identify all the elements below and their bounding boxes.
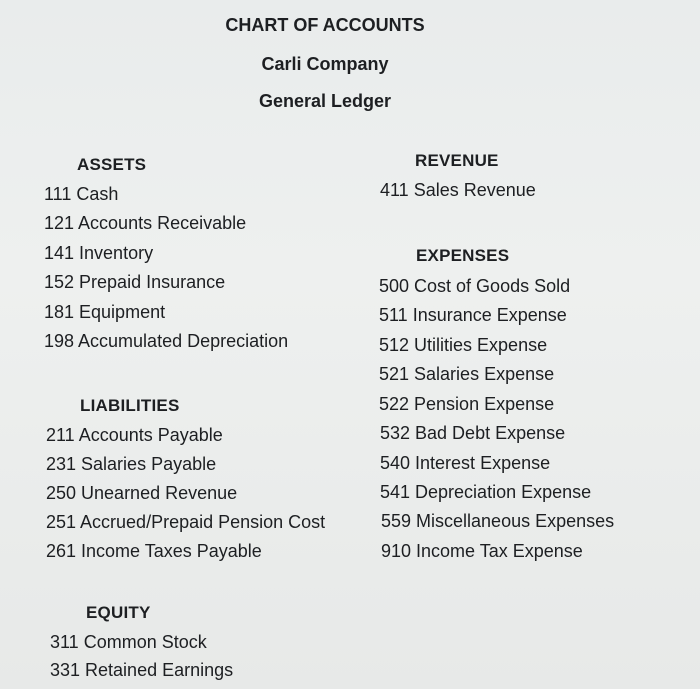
account-row: 181 Equipment: [44, 302, 166, 322]
account-row: 250 Unearned Revenue: [46, 483, 238, 503]
assets-heading: ASSETS: [77, 155, 147, 174]
account-row: 251 Accrued/Prepaid Pension Cost: [46, 512, 326, 532]
account-row: 559 Miscellaneous Expenses: [381, 511, 615, 531]
document-title: CHART OF ACCOUNTS: [225, 15, 425, 35]
account-row: 141 Inventory: [44, 243, 154, 263]
account-row: 511 Insurance Expense: [379, 305, 567, 325]
expenses-heading: EXPENSES: [416, 246, 510, 265]
account-row: 152 Prepaid Insurance: [44, 272, 226, 292]
account-row: 411 Sales Revenue: [380, 180, 536, 200]
account-row: 532 Bad Debt Expense: [380, 423, 566, 443]
account-row: 111 Cash: [44, 184, 119, 204]
account-row: 522 Pension Expense: [379, 394, 555, 414]
account-row: 211 Accounts Payable: [46, 425, 223, 445]
account-row: 521 Salaries Expense: [379, 364, 555, 384]
account-row: 331 Retained Earnings: [50, 660, 234, 680]
equity-heading: EQUITY: [86, 603, 151, 622]
company-name: Carli Company: [261, 54, 389, 74]
account-row: 512 Utilities Expense: [379, 335, 548, 355]
liabilities-heading: LIABILITIES: [80, 396, 180, 415]
account-row: 121 Accounts Receivable: [44, 213, 247, 233]
account-row: 231 Salaries Payable: [46, 454, 217, 474]
account-row: 311 Common Stock: [50, 632, 207, 652]
account-row: 910 Income Tax Expense: [381, 541, 583, 561]
ledger-name: General Ledger: [258, 91, 392, 111]
account-row: 198 Accumulated Depreciation: [44, 331, 289, 351]
revenue-heading: REVENUE: [415, 151, 499, 170]
account-row: 540 Interest Expense: [380, 453, 551, 473]
account-row: 261 Income Taxes Payable: [46, 541, 262, 561]
account-row: 541 Depreciation Expense: [380, 482, 592, 502]
account-row: 500 Cost of Goods Sold: [379, 276, 571, 296]
